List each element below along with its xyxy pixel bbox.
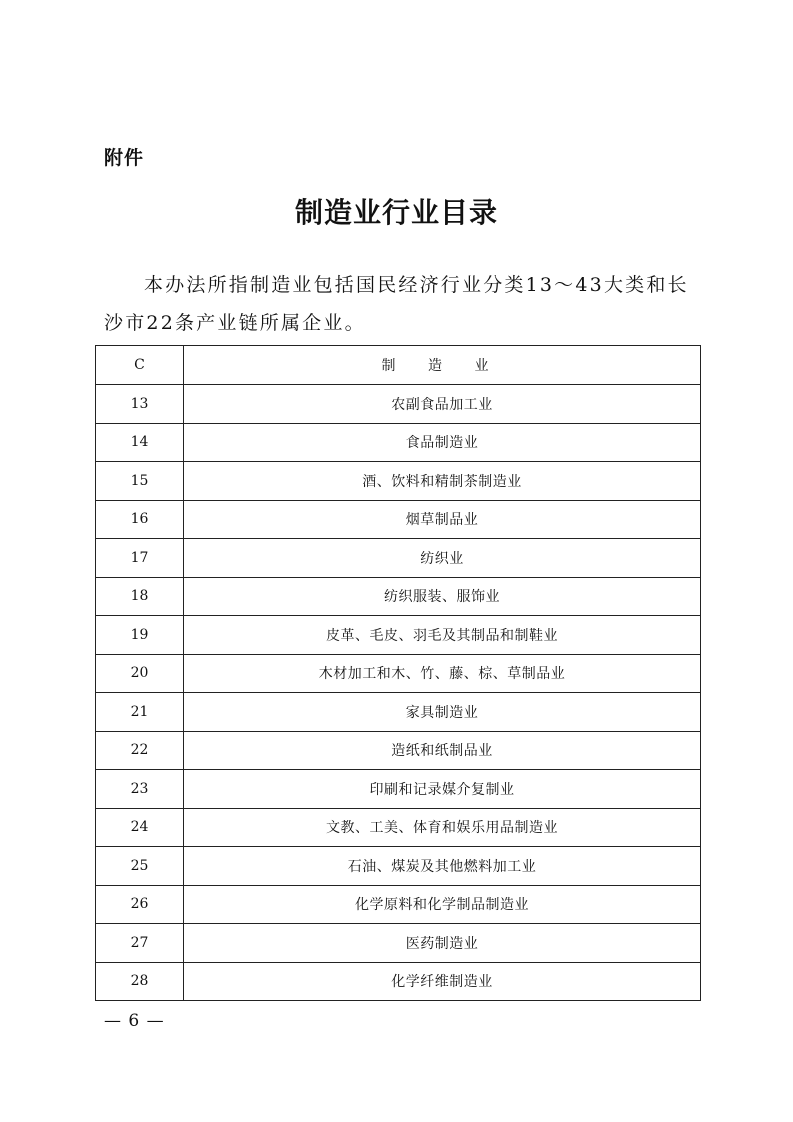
- table-row: [96, 500, 701, 539]
- row-name: 石油、煤炭及其他燃料加工业: [184, 847, 701, 886]
- table-row: [96, 885, 701, 924]
- table-row: [96, 577, 701, 616]
- table-row: [96, 385, 701, 424]
- row-name: 烟草制品业: [184, 500, 701, 539]
- row-code: 21: [96, 693, 184, 732]
- row-name: 皮革、毛皮、羽毛及其制品和制鞋业: [184, 616, 701, 655]
- page-title: 制造业行业目录: [294, 196, 498, 229]
- intro-paragraph: 本办法所指制造业包括国民经济行业分类13～43大类和长沙市22条产业链所属企业。: [104, 274, 689, 334]
- header-row: [96, 346, 701, 385]
- row-name: 食品制造业: [184, 423, 701, 462]
- table-row: [96, 808, 701, 847]
- row-name: 农副食品加工业: [184, 385, 701, 424]
- row-code: 18: [96, 577, 184, 616]
- table-row: [96, 539, 701, 578]
- row-code: 28: [96, 962, 184, 1001]
- row-code: 26: [96, 885, 184, 924]
- row-name: 木材加工和木、竹、藤、棕、草制品业: [184, 654, 701, 693]
- row-code: 25: [96, 847, 184, 886]
- row-name: 印刷和记录媒介复制业: [184, 770, 701, 809]
- table-row: [96, 693, 701, 732]
- table-row: [96, 924, 701, 963]
- table-row: [96, 962, 701, 1001]
- row-name: 酒、饮料和精制茶制造业: [184, 462, 701, 501]
- table-row: [96, 770, 701, 809]
- table-header: [96, 346, 701, 385]
- row-name: 纺织业: [184, 539, 701, 578]
- row-code: 19: [96, 616, 184, 655]
- row-code: 24: [96, 808, 184, 847]
- table-row: [96, 731, 701, 770]
- row-code: 13: [96, 385, 184, 424]
- row-name: 化学纤维制造业: [184, 962, 701, 1001]
- row-code: 15: [96, 462, 184, 501]
- row-name: 文教、工美、体育和娱乐用品制造业: [184, 808, 701, 847]
- row-code: 14: [96, 423, 184, 462]
- header-code: C: [96, 346, 184, 385]
- row-code: 20: [96, 654, 184, 693]
- table-row: [96, 654, 701, 693]
- row-code: 22: [96, 731, 184, 770]
- table-row: [96, 847, 701, 886]
- row-name: 家具制造业: [184, 693, 701, 732]
- row-name: 造纸和纸制品业: [184, 731, 701, 770]
- row-code: 23: [96, 770, 184, 809]
- page-number: — 6 —: [104, 1011, 165, 1031]
- table-row: [96, 423, 701, 462]
- attachment-label: 附件: [104, 147, 145, 169]
- row-name: 纺织服装、服饰业: [184, 577, 701, 616]
- row-name: 医药制造业: [184, 924, 701, 963]
- table-row: [96, 462, 701, 501]
- table-body: [96, 385, 701, 1001]
- header-name: 制 造 业: [184, 346, 701, 385]
- table-row: [96, 616, 701, 655]
- row-code: 27: [96, 924, 184, 963]
- industry-catalog-table: [95, 345, 701, 1001]
- row-name: 化学原料和化学制品制造业: [184, 885, 701, 924]
- row-code: 16: [96, 500, 184, 539]
- row-code: 17: [96, 539, 184, 578]
